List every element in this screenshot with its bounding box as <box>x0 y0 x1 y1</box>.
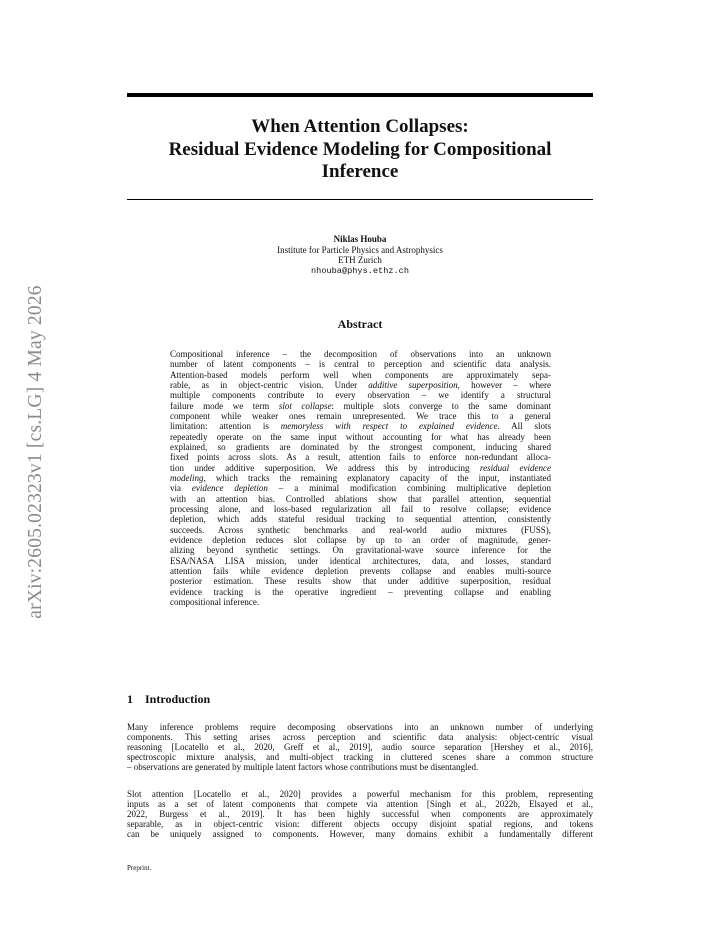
intro-paragraph <box>127 722 593 772</box>
body-line: can be uniquely assigned to components. However, many domains exhibit a fundamentally different <box>127 829 593 840</box>
abstract-line: Compositional inference – the decomposition of observations into an unknown <box>170 349 551 359</box>
abstract-line: fixed points across slots. As a result, attention fails to enforce non-redundant alloca- <box>170 452 551 463</box>
abstract-line: succeeds. Across synthetic benchmarks and real-world audio mixtures (FUSS), <box>170 524 551 535</box>
body-line: – observations are generated by multiple latent factors whose contributions must be disentangled. <box>127 762 479 773</box>
author-name: Niklas Houba <box>333 234 387 244</box>
title-top-rule <box>127 93 593 97</box>
abstract-line: failure mode we term slot collapse: multiple slots converge to the same dominant <box>170 400 551 411</box>
abstract-line: evidence tracking is the operative ingredient – preventing collapse and enabling <box>170 586 551 597</box>
emphasis-term: evidence depletion <box>191 483 268 494</box>
author-email: nhouba@phys.ethz.ch <box>311 265 409 276</box>
emphasis-term: slot collapse <box>278 400 332 411</box>
emphasis-term: additive superposition <box>368 379 458 390</box>
title-line: When Attention Collapses: <box>251 116 469 137</box>
abstract-line: component while weaker ones remain unrepresented. We trace this to a general <box>170 410 551 421</box>
body-line: inputs as a set of latent components that compete via attention [Singh et al., 2022b, Elsayed et al., <box>127 799 593 810</box>
body-line: 2022, Burgess et al., 2019]. It has been highly successful when components are approximately <box>127 809 593 820</box>
section-title: Introduction <box>145 692 211 706</box>
arxiv-identifier: arXiv:2605.02323v1 [cs.LG] 4 May 2026 <box>25 285 46 619</box>
body-line: Slot attention [Locatello et al., 2020] provides a powerful mechanism for this problem, representing <box>127 789 593 799</box>
emphasis-term: modeling <box>170 472 204 483</box>
title-bottom-rule <box>127 199 593 200</box>
body-line: Many inference problems require decomposing observations into an unknown number of underlying <box>127 722 593 732</box>
author-affiliation: ETH Zurich <box>338 255 382 266</box>
emphasis-term: residual evidence <box>479 462 551 473</box>
abstract-line: modeling, which tracks the remaining explanatory capacity of the input, instantiated <box>170 472 551 483</box>
abstract-line: explained, so gradients are dominated by the strongest component, inducing shared <box>170 441 551 452</box>
abstract-line: with an attention bias. Controlled ablations show that parallel attention, sequential <box>170 493 551 504</box>
abstract-body <box>170 349 551 607</box>
intro-paragraph <box>127 789 593 839</box>
abstract-line: compositional inference. <box>170 596 260 607</box>
abstract-line: depletion, which adds stateful residual tracking to sequential attention, consistently <box>170 514 551 525</box>
abstract-line: rable, as in object-centric vision. Under additive superposition, however – where <box>170 379 552 390</box>
abstract-line: repeatedly operate on the same input without accounting for what has already been <box>170 431 551 442</box>
abstract-line: tion under additive superposition. We address this by introducing residual evidence <box>170 462 551 473</box>
abstract-line: via evidence depletion – a minimal modification combining multiplicative depletion <box>170 483 551 494</box>
abstract-line: posterior estimation. These results show that under additive superposition, residual <box>170 576 551 587</box>
author-block <box>127 234 593 276</box>
abstract-line: alizing beyond synthetic settings. On gravitational-wave source inference for the <box>170 545 551 556</box>
abstract-line: limitation: attention is memoryless with respect to explained evidence. All slots <box>170 421 551 432</box>
paper-title <box>127 116 593 184</box>
author-affiliation: Institute for Particle Physics and Astrophysics <box>277 244 443 255</box>
section-number: 1 <box>127 692 133 706</box>
title-line: Residual Evidence Modeling for Compositional <box>168 138 552 160</box>
abstract-line: attention fails while evidence depletion prevents collapse and enables multi-source <box>170 565 551 576</box>
abstract-line: number of latent components – is central to perception and scientific data analysis. <box>170 359 551 370</box>
abstract-line: ESA/NASA LISA mission, under identical architectures, data, and losses, standard <box>170 555 551 566</box>
section-heading <box>127 692 210 707</box>
body-line: spectroscopic mixture analysis, and multi-object tracking in cluttered scenes share a common structure <box>127 752 593 763</box>
abstract-heading: Abstract <box>337 317 383 331</box>
emphasis-term: memoryless with respect to explained evidence <box>280 421 498 432</box>
arxiv-identifier-margin <box>24 262 48 642</box>
abstract-line: Attention-based models perform well when components are approximately sepa- <box>170 369 551 380</box>
abstract-line: multiple components contribute to every observation – we identify a structural <box>170 390 551 401</box>
body-line: separable, as in object-centric vision: different objects occupy disjoint spatial regions, and tokens <box>127 819 593 830</box>
body-line: components. This setting arises across perception and scientific data analysis: object-centric visual <box>127 732 593 743</box>
preprint-footer: Preprint. <box>127 864 152 872</box>
title-line: Inference <box>321 161 399 182</box>
abstract-line: evidence depletion reduces slot collapse by up to an order of magnitude, gener- <box>170 534 551 545</box>
body-line: reasoning [Locatello et al., 2020, Greff et al., 2019], audio source separation [Hershey et al., 2016], <box>127 742 593 753</box>
abstract-line: processing alone, and loss-based regularization all fail to resolve collapse; evidence <box>170 503 551 514</box>
